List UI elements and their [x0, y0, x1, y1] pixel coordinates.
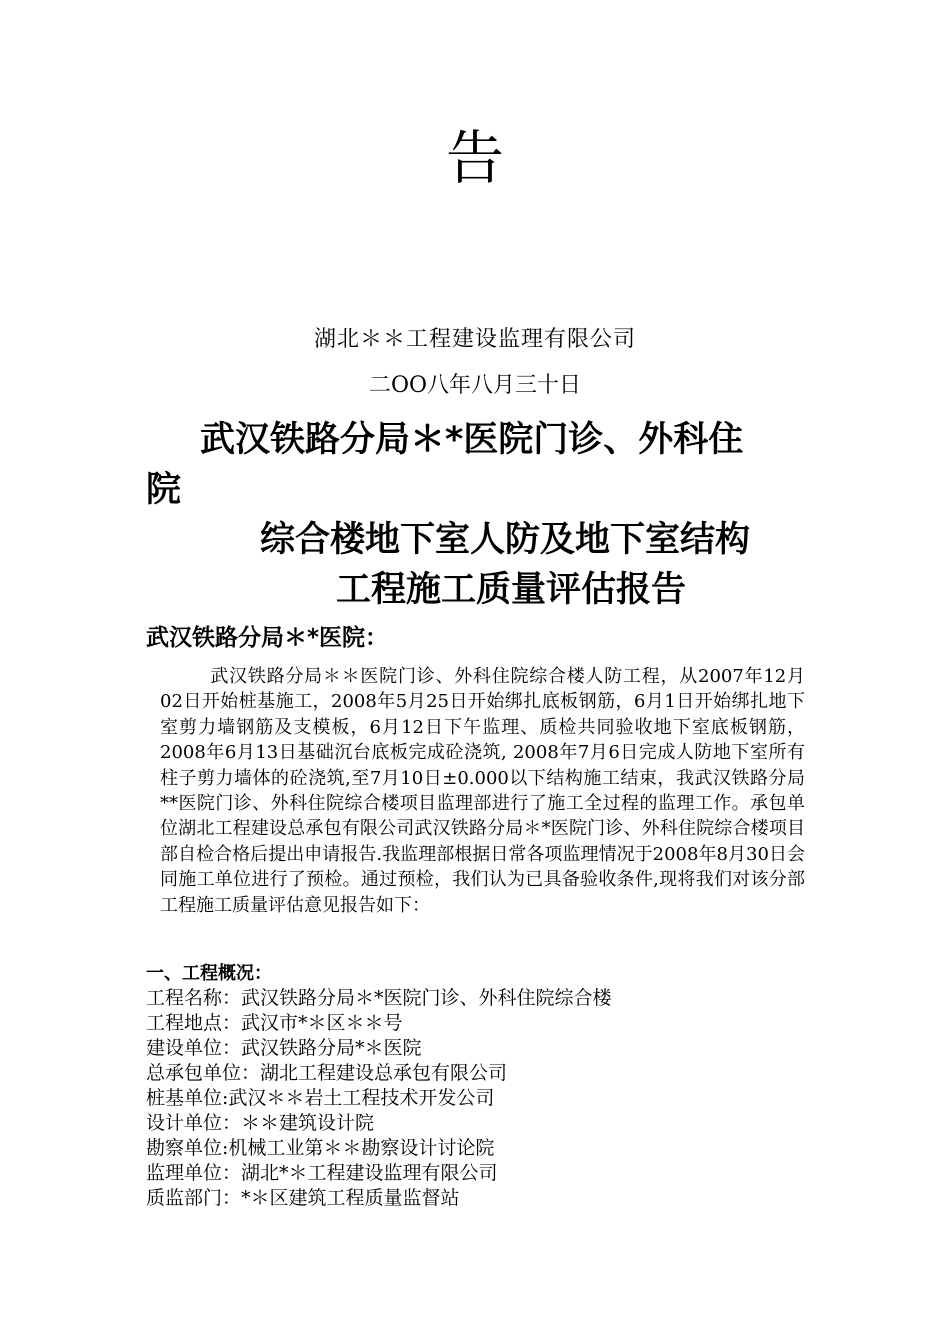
report-title-line-1: 武汉铁路分局＊*医院门诊、外科住 — [200, 420, 744, 460]
info-item-quality-station: 质监部门：*＊区建筑工程质量监督站 — [146, 1187, 460, 1209]
info-item-supervision: 监理单位：湖北*＊工程建设监理有限公司 — [146, 1162, 498, 1184]
cover-title-char: 告 — [445, 124, 504, 192]
section-heading-overview: 一、工程概况： — [146, 963, 272, 984]
report-date: 二OO八年八月三十日 — [368, 373, 582, 398]
addressee: 武汉铁路分局＊*医院： — [146, 625, 389, 651]
info-item-location: 工程地点：武汉市*＊区＊＊号 — [146, 1012, 403, 1034]
info-item-survey: 勘察单位:机械工业第＊＊勘察设计讨论院 — [146, 1137, 495, 1159]
info-item-project-name: 工程名称：武汉铁路分局＊*医院门诊、外科住院综合楼 — [146, 987, 612, 1009]
project-info-list — [146, 986, 612, 1211]
info-item-pile-contractor: 桩基单位:武汉＊＊岩土工程技术开发公司 — [146, 1087, 495, 1109]
info-item-design: 设计单位：＊＊建筑设计院 — [146, 1112, 375, 1134]
report-title-line-1-wrap: 院 — [146, 470, 182, 510]
company-name: 湖北＊＊工程建设监理有限公司 — [313, 327, 636, 352]
report-title-line-2: 综合楼地下室人防及地下室结构 — [260, 520, 751, 560]
body-paragraph: 武汉铁路分局＊＊医院门诊、外科住院综合楼人防工程，从2007年12月02日开始桩基施工，2008年5月25日开始绑扎底板钢筋，6月1日开始绑扎地下室剪力墙钢筋及支模板，6月12日下午监理、质检共同验收地下室底板钢筋，2008年6月13日基础沉台底板完成砼浇筑, 2008年7月6日完成人防地下室所有柱子剪力墙体的砼浇筑,至7月10日±0.000以下结构施工结束，我武汉铁路分局**医院门诊、外科住院综合楼项目监理部进行了施工全过程的监理工作。承包单位湖北工程建设总承包有限公司武汉铁路分局＊*医院门诊、外科住院综合楼项目部自检合格后提出申请报告.我监理部根据日常各项监理情况于2008年8月30日会同施工单位进行了预检。通过预检，我们认为已具备验收条件,现将我们对该分部工程施工质量评估意见报告如下： — [160, 666, 805, 916]
info-item-general-contractor: 总承包单位：湖北工程建设总承包有限公司 — [146, 1062, 508, 1084]
info-item-owner: 建设单位：武汉铁路分局*＊医院 — [146, 1037, 422, 1059]
report-title-line-3: 工程施工质量评估报告 — [336, 570, 687, 610]
